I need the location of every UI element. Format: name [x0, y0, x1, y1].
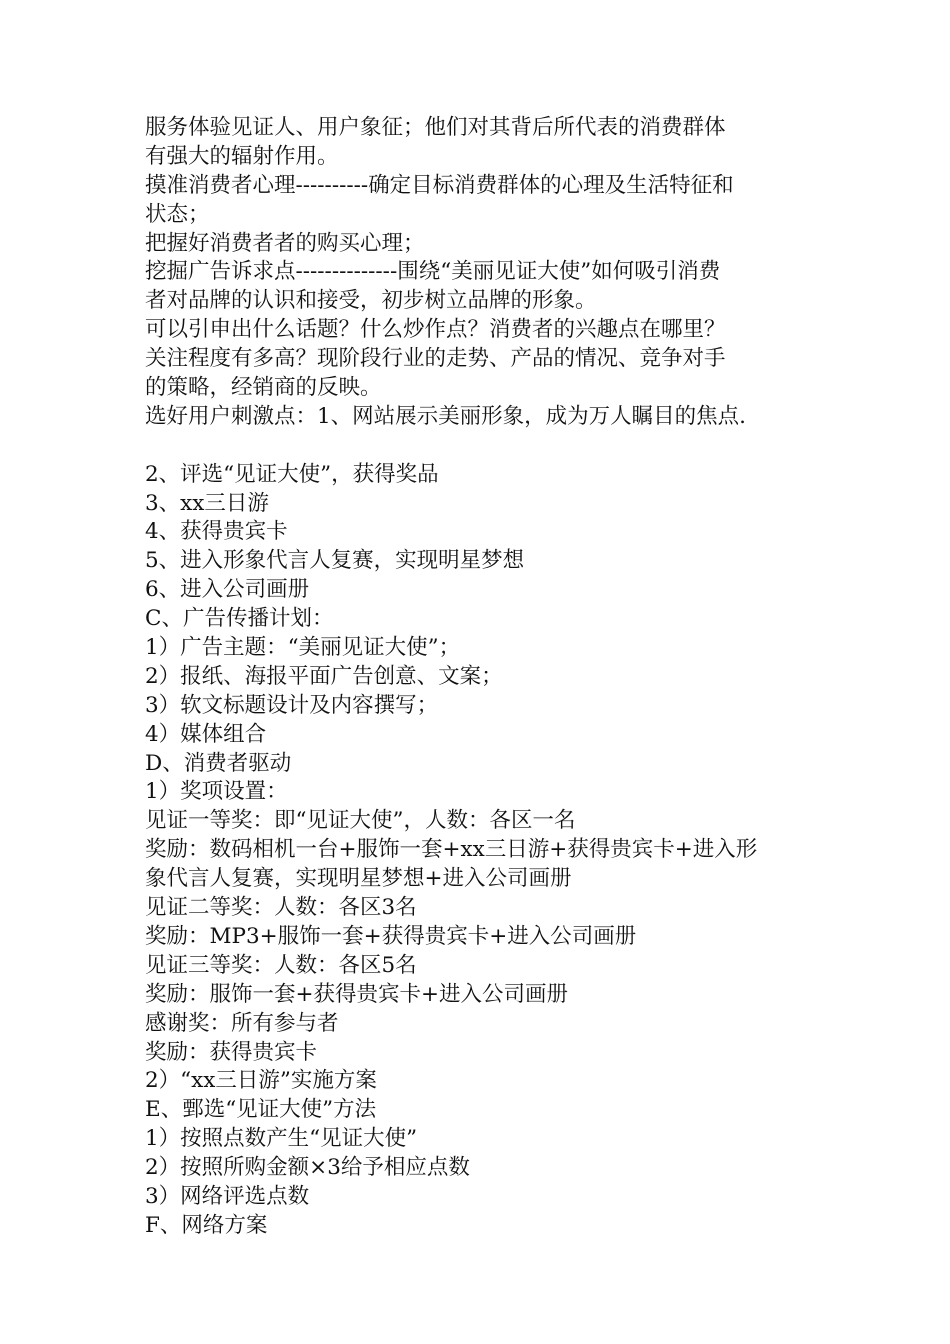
text-line: 服务体验见证人、用户象征；他们对其背后所代表的消费群体 [145, 115, 726, 140]
text-line: 见证一等奖：即“见证大使”，人数：各区一名 [145, 808, 576, 834]
text-line: 选好用户刺激点：1、网站展示美丽形象，成为万人瞩目的焦点. [145, 403, 747, 429]
text-line: 奖励：获得贵宾卡 [145, 1039, 318, 1065]
list-item: 2、评选“见证大使”，获得奖品 [145, 461, 439, 487]
text-line: 奖励：数码相机一台+服饰一套+xx三日游+获得贵宾卡+进入形 [145, 837, 758, 863]
list-item: 1）奖项设置： [145, 779, 288, 805]
text-line: 见证二等奖：人数：各区3名 [145, 895, 417, 921]
text-line: 见证三等奖：人数：各区5名 [145, 952, 417, 978]
blank-line [145, 432, 825, 461]
text-line: 感谢奖：所有参与者 [145, 1010, 339, 1036]
list-item: 3、xx三日游 [145, 490, 269, 516]
section-heading: E、鄄选“见证大使”方法 [145, 1097, 377, 1123]
text-line: 挖掘广告诉求点--------------围绕“美丽见证大使”如何吸引消费 [145, 259, 721, 285]
list-item: 4、获得贵宾卡 [145, 519, 288, 545]
text-line: 把握好消费者者的购买心理； [145, 230, 425, 256]
text-line: 关注程度有多高？现阶段行业的走势、产品的情况、竞争对手 [145, 346, 726, 372]
list-item: 2）“xx三日游”实施方案 [145, 1068, 377, 1094]
section-heading: C、广告传播计划： [145, 606, 334, 632]
list-item: 6、进入公司画册 [145, 577, 310, 603]
text-line: 奖励：MP3+服饰一套+获得贵宾卡+进入公司画册 [145, 923, 637, 949]
text-line: 奖励：服饰一套+获得贵宾卡+进入公司画册 [145, 981, 569, 1007]
text-line: 象代言人复赛，实现明星梦想+进入公司画册 [145, 866, 572, 892]
section-heading: F、网络方案 [145, 1212, 268, 1238]
text-line: 者对品牌的认识和接受，初步树立品牌的形象。 [145, 288, 597, 314]
list-item: 2）按照所购金额×3给予相应点数 [145, 1155, 470, 1181]
text-line: 有强大的辐射作用。 [145, 143, 339, 169]
text-line: 的策略，经销商的反映。 [145, 375, 382, 401]
text-line: 状态； [145, 201, 210, 227]
text-line: 可以引申出什么话题？什么炒作点？消费者的兴趣点在哪里？ [145, 317, 726, 343]
document-body [145, 114, 825, 1241]
list-item: 2）报纸、海报平面广告创意、文案； [145, 663, 503, 689]
text-line: 摸准消费者心理----------确定目标消费群体的心理及生活特征和 [145, 172, 734, 198]
list-item: 1）按照点数产生“见证大使” [145, 1126, 418, 1152]
list-item: 3）软文标题设计及内容撰写； [145, 692, 439, 718]
list-item: 5、进入形象代言人复赛，实现明星梦想 [145, 548, 525, 574]
section-heading: D、消费者驱动 [145, 750, 292, 776]
list-item: 1）广告主题：“美丽见证大使”； [145, 635, 461, 661]
list-item: 3）网络评选点数 [145, 1183, 310, 1209]
list-item: 4）媒体组合 [145, 721, 267, 747]
